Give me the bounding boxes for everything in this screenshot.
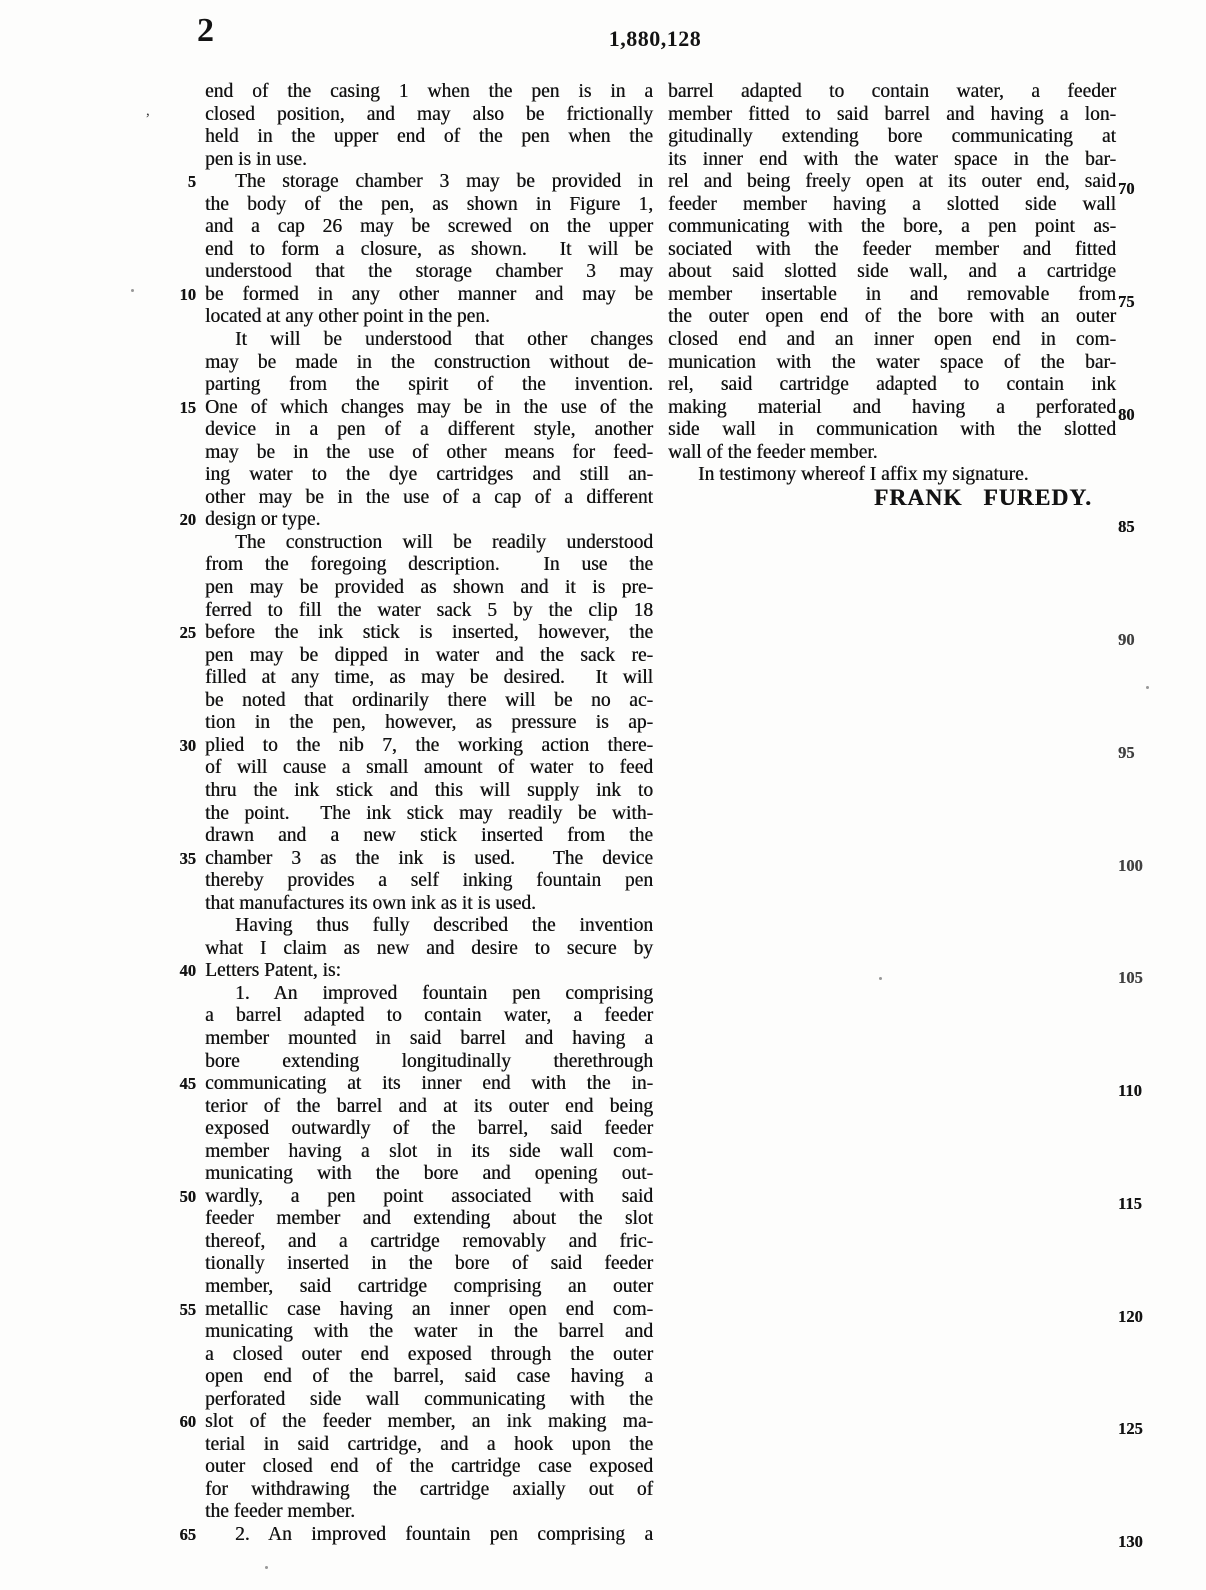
line-number: 50 [179, 1186, 196, 1206]
text-line: rel and being freely open at its outer end, said [668, 171, 1116, 193]
text-line: member having a slot in its side wall com- [205, 1140, 653, 1162]
line-number: 5 [187, 172, 196, 192]
text-line: drawn and a new stick inserted from the [205, 825, 653, 847]
text-line: Letters Patent, is: [205, 960, 341, 982]
text-line: about said slotted side wall, and a cartridge [668, 261, 1116, 283]
line-number: 115 [1118, 1193, 1142, 1213]
text-line: outer closed end of the cartridge case exposed [205, 1456, 653, 1478]
line-number: 10 [179, 284, 196, 304]
text-line: end of the casing 1 when the pen is in a [205, 81, 653, 102]
line-number: 130 [1118, 1532, 1143, 1552]
text-line: exposed outwardly of the barrel, said feeder [205, 1118, 653, 1140]
line-number: 55 [179, 1299, 196, 1319]
line-number: 40 [179, 961, 196, 981]
line-number: 65 [179, 1525, 196, 1545]
text-line: the point. The ink stick may readily be with- [205, 802, 653, 824]
line-number: 80 [1118, 404, 1135, 424]
text-line: 1. An improved fountain pen comprising [235, 982, 653, 1004]
text-line: munication with the water space of the bar- [668, 351, 1116, 373]
scan-speck [879, 977, 882, 980]
text-line: rel, said cartridge adapted to contain ink [668, 374, 1116, 396]
text-line: end to form a closure, as shown. It will be [205, 238, 653, 260]
text-line: side wall in communication with the slotted [668, 419, 1116, 441]
text-line: parting from the spirit of the invention. [205, 374, 653, 396]
text-line: and a cap 26 may be screwed on the upper [205, 216, 653, 238]
text-line: ferred to fill the water sack 5 by the clip 18 [205, 599, 653, 621]
line-number: 45 [179, 1074, 196, 1094]
text-line: that manufactures its own ink as it is used. [205, 892, 536, 914]
text-line: municating with the water in the barrel and [205, 1321, 653, 1343]
text-line: terial in said cartridge, and a hook upon the [205, 1433, 653, 1455]
text-line: be formed in any other manner and may be [205, 283, 653, 305]
text-line: member insertable in and removable from [668, 283, 1116, 305]
line-number: 20 [179, 510, 196, 530]
line-number: 70 [1118, 179, 1135, 199]
text-line: for withdrawing the cartridge axially out of [205, 1478, 653, 1500]
text-line: The storage chamber 3 may be provided in [235, 171, 653, 193]
line-number: 100 [1118, 855, 1143, 875]
text-line: slot of the feeder member, an ink making ma- [205, 1411, 653, 1433]
text-line: tionally inserted in the bore of said feeder [205, 1253, 653, 1275]
text-line: from the foregoing description. In use the [205, 554, 653, 576]
text-line: feeder member having a slotted side wall [668, 193, 1116, 215]
text-line: barrel adapted to contain water, a feeder [668, 81, 1116, 102]
text-line: the outer open end of the bore with an outer [668, 306, 1116, 328]
left-column [205, 81, 653, 1547]
line-number: 105 [1118, 968, 1143, 988]
text-line: held in the upper end of the pen when the [205, 126, 653, 148]
line-number: 125 [1118, 1419, 1143, 1439]
text-line: thereby provides a self inking fountain pen [205, 870, 653, 892]
text-line: member, said cartridge comprising an outer [205, 1275, 653, 1297]
text-line: member fitted to said barrel and having a lon- [668, 103, 1116, 125]
text-line: its inner end with the water space in the bar- [668, 148, 1116, 170]
text-line: of will cause a small amount of water to feed [205, 757, 653, 779]
scan-speck [131, 289, 134, 292]
text-line: thru the ink stick and this will supply ink to [205, 779, 653, 801]
scan-speck [265, 1566, 268, 1569]
line-number: 85 [1118, 517, 1135, 537]
text-line: the body of the pen, as shown in Figure 1, [205, 193, 653, 215]
text-line: 2. An improved fountain pen comprising a [235, 1524, 653, 1545]
text-line: gitudinally extending bore communicating at [668, 126, 1116, 148]
line-number: 95 [1118, 742, 1135, 762]
text-line: thereof, and a cartridge removably and fric- [205, 1230, 653, 1252]
page-number: 2 [197, 12, 215, 49]
line-number: 30 [179, 735, 196, 755]
text-line: wardly, a pen point associated with said [205, 1185, 653, 1207]
text-line: tion in the pen, however, as pressure is ap- [205, 712, 653, 734]
text-line: The construction will be readily understood [235, 531, 653, 553]
text-line: pen may be dipped in water and the sack re- [205, 644, 653, 666]
text-line: Having thus fully described the invention [235, 915, 653, 937]
text-line: open end of the barrel, said case having a [205, 1366, 653, 1388]
text-line: a barrel adapted to contain water, a feeder [205, 1005, 653, 1027]
text-line: filled at any time, as may be desired. It will [205, 667, 653, 689]
text-line: design or type. [205, 509, 321, 531]
text-line: municating with the bore and opening out- [205, 1163, 653, 1185]
text-line: In testimony whereof I affix my signature. [698, 464, 1029, 486]
text-line: understood that the storage chamber 3 may [205, 261, 653, 283]
text-line: communicating with the bore, a pen point as- [668, 216, 1116, 238]
text-line: closed position, and may also be frictionally [205, 103, 653, 125]
text-line: may be made in the construction without de- [205, 351, 653, 373]
line-number: 15 [179, 397, 196, 417]
line-number: 110 [1118, 1081, 1142, 1101]
text-line: may be in the use of other means for feed- [205, 441, 653, 463]
text-line: wall of the feeder member. [668, 441, 878, 463]
text-line: be noted that ordinarily there will be no ac- [205, 689, 653, 711]
text-line: the feeder member. [205, 1501, 355, 1523]
scan-speck: , [146, 103, 150, 119]
text-line: making material and having a perforated [668, 396, 1116, 418]
text-line: bore extending longitudinally therethrough [205, 1050, 653, 1072]
text-line: before the ink stick is inserted, however, the [205, 622, 653, 644]
line-number: 25 [179, 623, 196, 643]
patent-number: 1,880,128 [608, 26, 702, 51]
text-line: communicating at its inner end with the in- [205, 1073, 653, 1095]
text-line: perforated side wall communicating with the [205, 1388, 653, 1410]
right-column [668, 81, 1116, 509]
line-number: 90 [1118, 630, 1135, 650]
text-line: closed end and an inner open end in com- [668, 329, 1116, 351]
text-line: It will be understood that other changes [235, 329, 653, 351]
line-number: 35 [179, 848, 196, 868]
scan-speck [1146, 686, 1149, 689]
text-line: a closed outer end exposed through the outer [205, 1343, 653, 1365]
text-line: metallic case having an inner open end com- [205, 1298, 653, 1320]
text-line: what I claim as new and desire to secure by [205, 937, 653, 959]
text-line: terior of the barrel and at its outer end being [205, 1095, 653, 1117]
text-line: sociated with the feeder member and fitted [668, 238, 1116, 260]
line-number: 120 [1118, 1306, 1143, 1326]
text-line: feeder member and extending about the slot [205, 1208, 653, 1230]
text-line: device in a pen of a different style, another [205, 419, 653, 441]
line-number: 75 [1118, 291, 1135, 311]
text-line: member mounted in said barrel and having a [205, 1027, 653, 1049]
text-line: One of which changes may be in the use of the [205, 396, 653, 418]
line-number: 60 [179, 1412, 196, 1432]
text-line: chamber 3 as the ink is used. The device [205, 847, 653, 869]
text-line: plied to the nib 7, the working action there- [205, 734, 653, 756]
text-line: ing water to the dye cartridges and still an- [205, 464, 653, 486]
text-line: pen may be provided as shown and it is pre- [205, 577, 653, 599]
text-line: other may be in the use of a cap of a different [205, 486, 653, 508]
text-line: pen is in use. [205, 148, 307, 170]
signature-line: FRANK FUREDY. [873, 484, 1092, 511]
text-line: located at any other point in the pen. [205, 306, 490, 328]
